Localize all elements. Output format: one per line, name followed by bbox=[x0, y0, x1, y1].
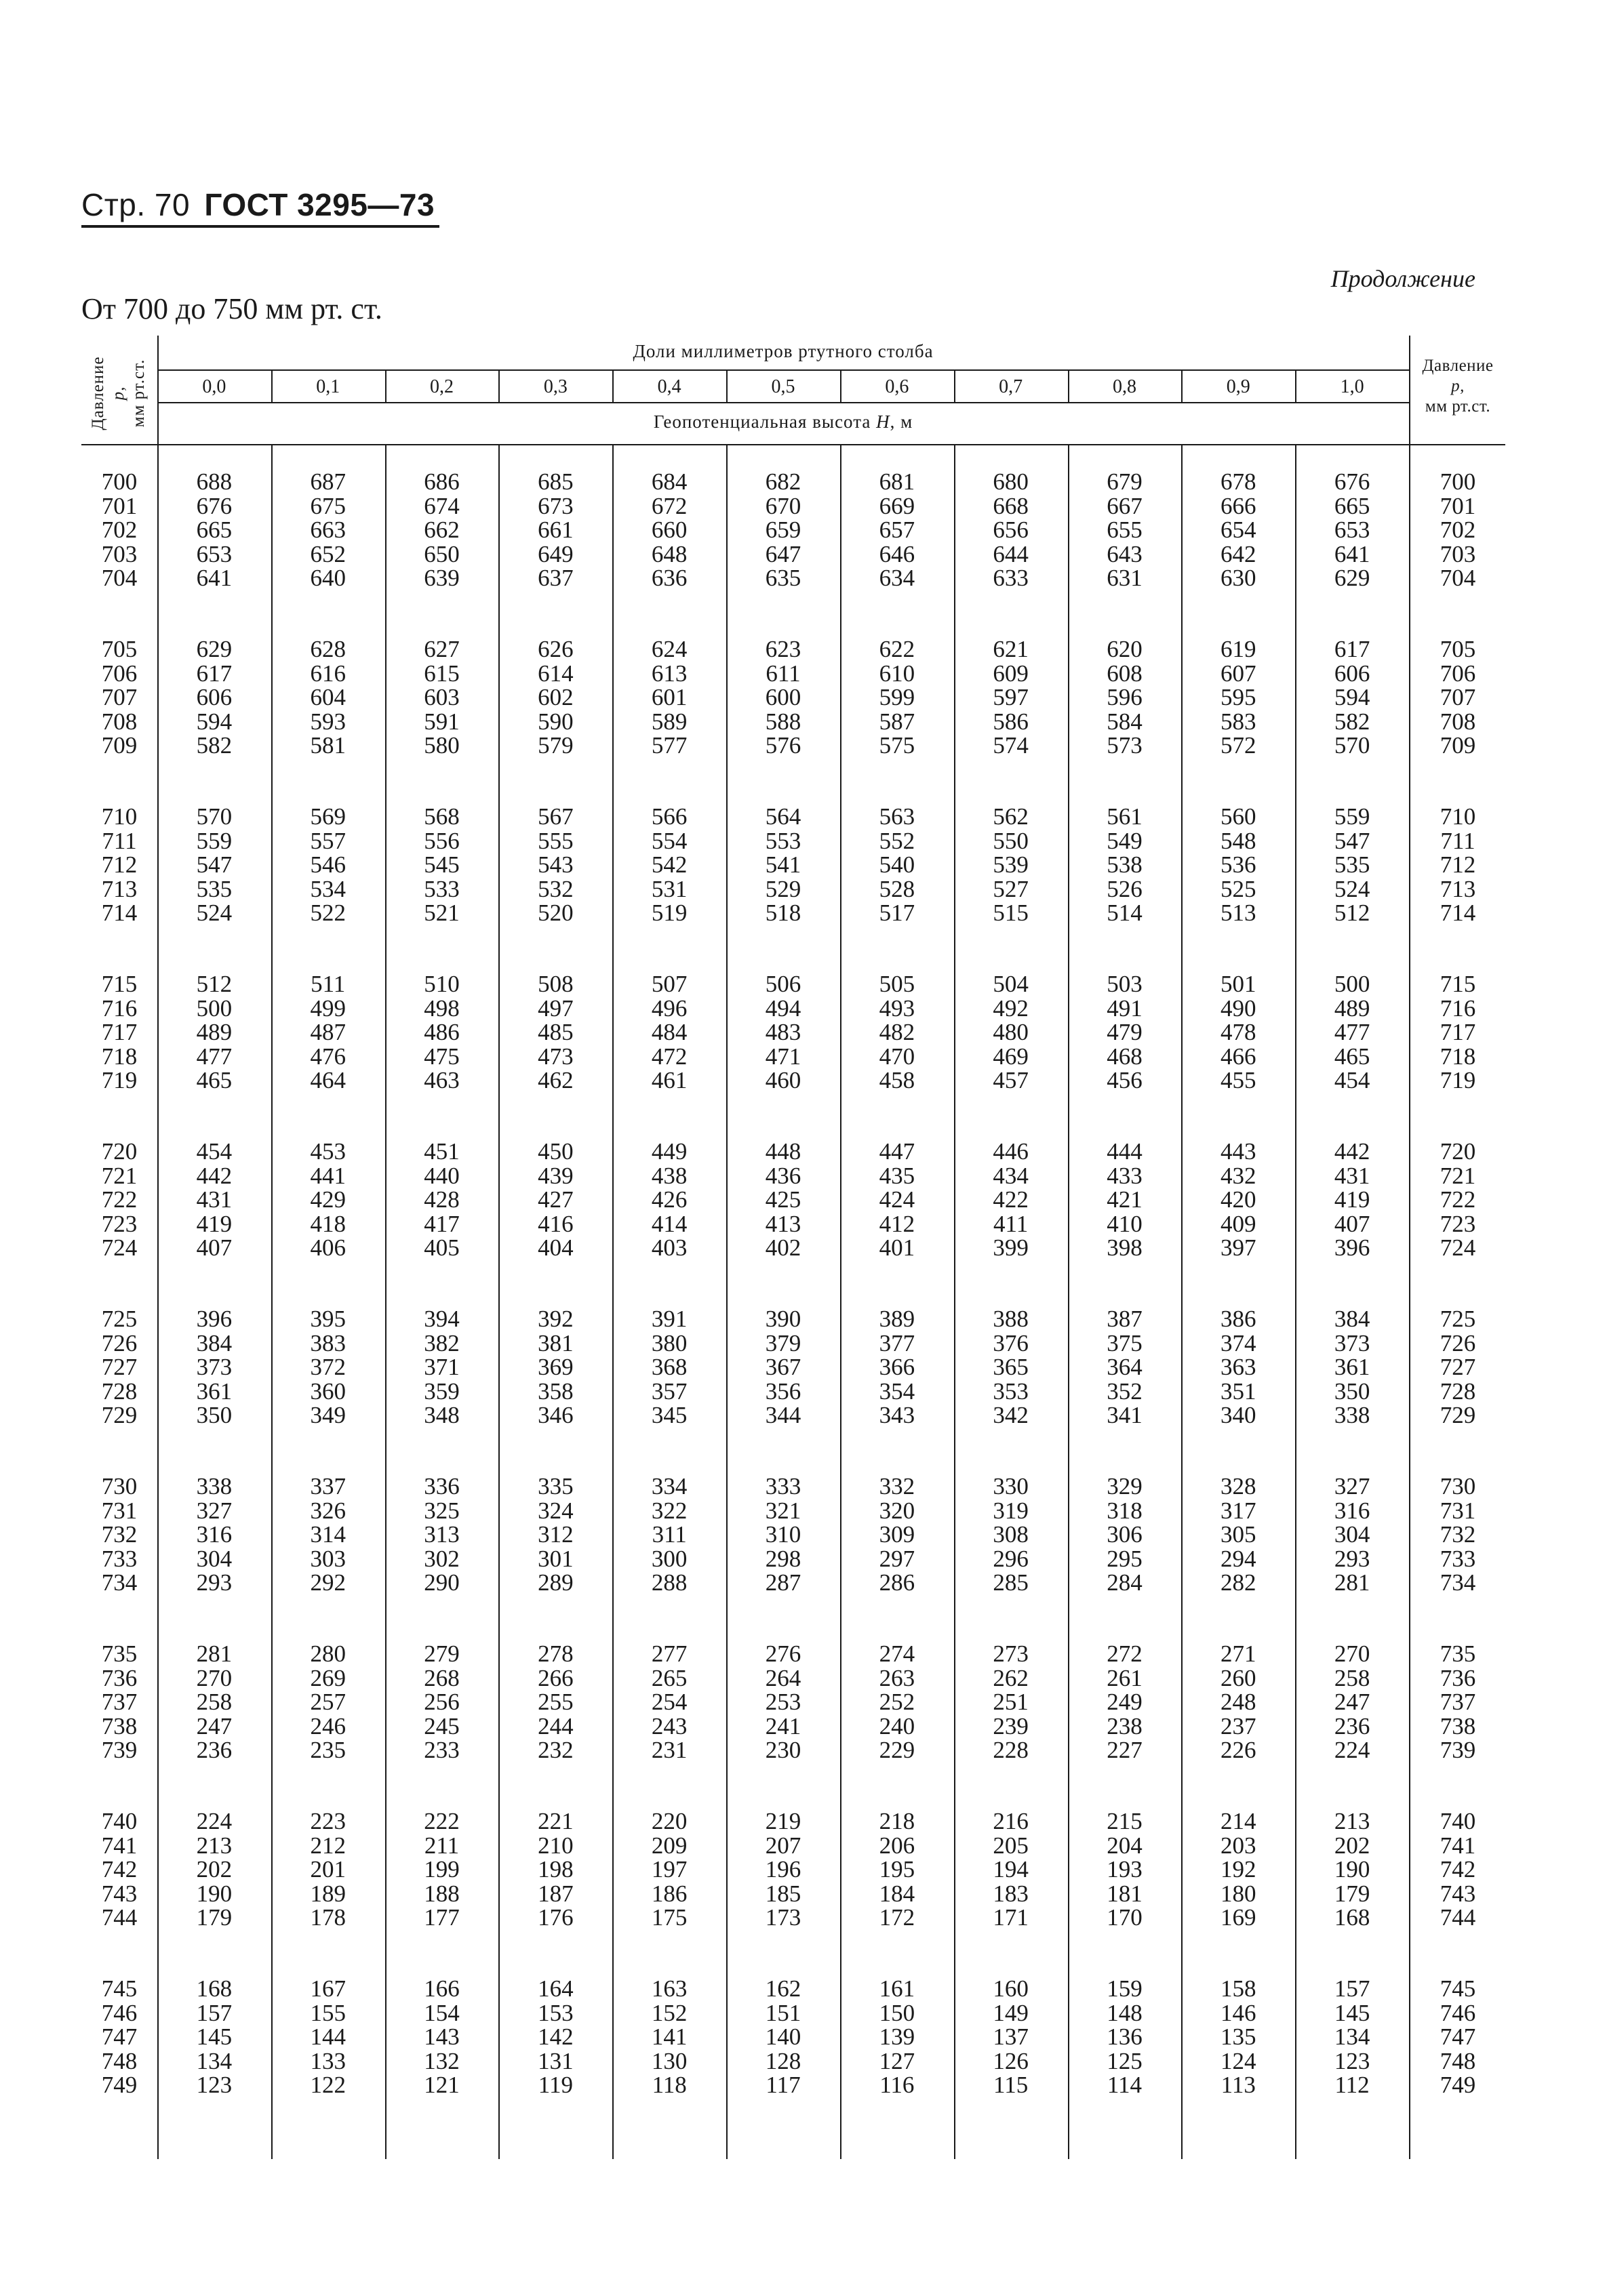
height-value-column: 223 212 201 189 178 bbox=[310, 1808, 346, 1931]
row-group bbox=[81, 470, 1505, 592]
height-value-column: 500 489 477 465 454 bbox=[1334, 971, 1370, 1093]
height-value-column: 506 494 483 471 460 bbox=[765, 971, 801, 1093]
right-header-line-1: Давление bbox=[1422, 357, 1494, 375]
pressure-column-right: 710 711 712 713 714 bbox=[1440, 803, 1476, 926]
height-value-column: 161 150 139 127 116 bbox=[879, 1975, 915, 2098]
pressure-height-table bbox=[81, 336, 1505, 2159]
height-value-column: 392 381 369 358 346 bbox=[538, 1306, 574, 1428]
height-value-column: 621 609 597 586 574 bbox=[993, 636, 1029, 759]
column-header: 0,2 bbox=[430, 376, 454, 397]
height-value-column: 166 154 143 132 121 bbox=[424, 1975, 460, 2098]
row-group bbox=[81, 972, 1505, 1094]
height-value-column: 391 380 368 357 345 bbox=[651, 1306, 688, 1428]
height-value-column: 681 669 657 646 634 bbox=[879, 468, 915, 591]
height-value-column: 442 431 419 407 396 bbox=[1334, 1138, 1370, 1261]
row-group bbox=[81, 1642, 1505, 1764]
height-value-column: 624 613 601 589 577 bbox=[651, 636, 688, 759]
height-value-column: 570 559 547 535 524 bbox=[196, 803, 233, 926]
height-value-column: 563 552 540 528 517 bbox=[879, 803, 915, 926]
height-value-column: 332 320 309 297 286 bbox=[879, 1473, 915, 1596]
height-value-column: 328 317 305 294 282 bbox=[1221, 1473, 1256, 1596]
height-value-column: 335 324 312 301 289 bbox=[538, 1473, 574, 1596]
height-value-column: 629 617 606 594 582 bbox=[196, 636, 233, 759]
height-value-column: 501 490 478 466 455 bbox=[1221, 971, 1256, 1093]
bottom-caption: Геопотенциальная высота H, м bbox=[653, 411, 913, 432]
pressure-column-right: 740 741 742 743 744 bbox=[1440, 1808, 1476, 1931]
height-value-column: 454 442 431 419 407 bbox=[196, 1138, 233, 1261]
height-value-column: 503 491 479 468 456 bbox=[1107, 971, 1143, 1093]
top-caption: Доли миллиметров ртутного столба bbox=[633, 341, 934, 361]
column-header: 0,8 bbox=[1112, 376, 1136, 397]
height-value-column: 507 496 484 472 461 bbox=[651, 971, 688, 1093]
height-value-column: 676 665 653 641 629 bbox=[1334, 468, 1370, 591]
height-value-column: 504 492 480 469 457 bbox=[993, 971, 1029, 1093]
height-value-column: 386 374 363 351 340 bbox=[1221, 1306, 1256, 1428]
pressure-column-left: 725 726 727 728 729 bbox=[101, 1306, 138, 1428]
pressure-column-left: 700 701 702 703 704 bbox=[101, 468, 138, 591]
height-value-column: 448 436 425 413 402 bbox=[765, 1138, 801, 1261]
height-value-column: 559 547 535 524 512 bbox=[1334, 803, 1370, 926]
header-column-divider bbox=[840, 371, 841, 402]
height-value-column: 213 202 190 179 168 bbox=[1334, 1808, 1370, 1931]
height-value-column: 222 211 199 188 177 bbox=[424, 1808, 460, 1931]
height-value-column: 617 606 594 582 570 bbox=[1334, 636, 1370, 759]
column-header: 0,4 bbox=[657, 376, 681, 397]
height-value-column: 685 673 661 649 637 bbox=[538, 468, 574, 591]
pressure-column-left: 720 721 722 723 724 bbox=[101, 1138, 138, 1261]
height-value-column: 327 316 304 293 281 bbox=[1334, 1473, 1370, 1596]
height-value-column: 623 611 600 588 576 bbox=[765, 636, 801, 759]
height-value-column: 564 553 541 529 518 bbox=[765, 803, 801, 926]
row-group bbox=[81, 1140, 1505, 1262]
right-column-header bbox=[1410, 356, 1505, 417]
height-value-column: 272 261 249 238 227 bbox=[1107, 1640, 1143, 1763]
left-header-line-2: p, bbox=[109, 386, 127, 401]
row-group bbox=[81, 1474, 1505, 1596]
height-value-column: 562 550 539 527 515 bbox=[993, 803, 1029, 926]
height-value-column: 384 373 361 350 338 bbox=[1334, 1306, 1370, 1428]
header-rule bbox=[81, 225, 439, 228]
header-column-divider bbox=[1295, 371, 1296, 402]
height-value-column: 330 319 308 296 285 bbox=[993, 1473, 1029, 1596]
pressure-column-left: 730 731 732 733 734 bbox=[101, 1473, 138, 1596]
height-value-column: 450 439 427 416 404 bbox=[538, 1138, 574, 1261]
height-value-column: 157 145 134 123 112 bbox=[1334, 1975, 1370, 2098]
height-value-column: 511 499 487 476 464 bbox=[310, 971, 346, 1093]
column-header: 0,0 bbox=[202, 376, 226, 397]
height-value-column: 512 500 489 477 465 bbox=[196, 971, 233, 1093]
height-value-column: 390 379 367 356 344 bbox=[765, 1306, 801, 1428]
pressure-column-right: 730 731 732 733 734 bbox=[1440, 1473, 1476, 1596]
pressure-column-left: 735 736 737 738 739 bbox=[101, 1640, 138, 1763]
height-value-column: 276 264 253 241 230 bbox=[765, 1640, 801, 1763]
height-value-column: 221 210 198 187 176 bbox=[538, 1808, 574, 1931]
left-column-header bbox=[81, 339, 156, 447]
header-column-divider bbox=[1068, 371, 1069, 402]
height-value-column: 387 375 364 352 341 bbox=[1107, 1306, 1143, 1428]
height-value-column: 622 610 599 587 575 bbox=[879, 636, 915, 759]
height-value-column: 626 614 602 590 579 bbox=[538, 636, 574, 759]
height-value-column: 220 209 197 186 175 bbox=[651, 1808, 688, 1931]
column-header: 0,3 bbox=[543, 376, 568, 397]
height-value-column: 443 432 420 409 397 bbox=[1221, 1138, 1256, 1261]
column-header: 0,6 bbox=[885, 376, 909, 397]
height-value-column: 510 498 486 475 463 bbox=[424, 971, 460, 1093]
pressure-column-right: 715 716 717 718 719 bbox=[1440, 971, 1476, 1093]
height-value-column: 278 266 255 244 232 bbox=[538, 1640, 574, 1763]
height-value-column: 338 327 316 304 293 bbox=[196, 1473, 233, 1596]
header-column-divider bbox=[1181, 371, 1183, 402]
column-header: 0,7 bbox=[999, 376, 1023, 397]
right-header-line-3: мм рт.ст. bbox=[1425, 397, 1491, 416]
height-value-column: 279 268 256 245 233 bbox=[424, 1640, 460, 1763]
height-value-column: 216 205 194 183 171 bbox=[993, 1808, 1029, 1931]
height-value-column: 168 157 145 134 123 bbox=[196, 1975, 233, 2098]
height-value-column: 566 554 542 531 519 bbox=[651, 803, 688, 926]
height-value-column: 159 148 136 125 114 bbox=[1107, 1975, 1143, 2098]
column-header: 0,9 bbox=[1226, 376, 1250, 397]
height-value-column: 388 376 365 353 342 bbox=[993, 1306, 1029, 1428]
pressure-column-right: 700 701 702 703 704 bbox=[1440, 468, 1476, 591]
header-rule-top bbox=[157, 369, 1409, 371]
height-value-column: 560 548 536 525 513 bbox=[1221, 803, 1256, 926]
height-value-column: 679 667 655 643 631 bbox=[1107, 468, 1143, 591]
height-value-column: 160 149 137 126 115 bbox=[993, 1975, 1029, 2098]
height-value-column: 446 434 422 411 399 bbox=[993, 1138, 1029, 1261]
height-value-column: 567 555 543 532 520 bbox=[538, 803, 574, 926]
pressure-column-left: 710 711 712 713 714 bbox=[101, 803, 138, 926]
row-group bbox=[81, 1307, 1505, 1429]
height-value-column: 561 549 538 526 514 bbox=[1107, 803, 1143, 926]
height-value-column: 163 152 141 130 118 bbox=[651, 1975, 688, 2098]
height-value-column: 162 151 140 128 117 bbox=[765, 1975, 801, 2098]
height-value-column: 627 615 603 591 580 bbox=[424, 636, 460, 759]
column-header: 1,0 bbox=[1340, 376, 1364, 397]
height-value-column: 389 377 366 354 343 bbox=[879, 1306, 915, 1428]
row-group bbox=[81, 1809, 1505, 1931]
height-value-column: 280 269 257 246 235 bbox=[310, 1640, 346, 1763]
right-header-line-2: p, bbox=[1451, 377, 1465, 395]
height-value-column: 568 556 545 533 521 bbox=[424, 803, 460, 926]
height-value-column: 167 155 144 133 122 bbox=[310, 1975, 346, 2098]
height-value-column: 680 668 656 644 633 bbox=[993, 468, 1029, 591]
header-rule-middle bbox=[157, 402, 1409, 403]
pressure-column-right: 735 736 737 738 739 bbox=[1440, 1640, 1476, 1763]
height-value-column: 396 384 373 361 350 bbox=[196, 1306, 233, 1428]
header-column-divider bbox=[612, 371, 614, 402]
header-column-divider bbox=[271, 371, 273, 402]
height-value-column: 273 262 251 239 228 bbox=[993, 1640, 1029, 1763]
height-value-column: 333 321 310 298 287 bbox=[765, 1473, 801, 1596]
range-title: От 700 до 750 мм рт. ст. bbox=[81, 292, 382, 325]
continuation-label: Продолжение bbox=[1330, 265, 1475, 292]
header-column-divider bbox=[498, 371, 500, 402]
height-value-column: 329 318 306 295 284 bbox=[1107, 1473, 1143, 1596]
height-value-column: 678 666 654 642 630 bbox=[1221, 468, 1256, 591]
height-value-column: 628 616 604 593 581 bbox=[310, 636, 346, 759]
height-value-column: 686 674 662 650 639 bbox=[424, 468, 460, 591]
height-value-column: 444 433 421 410 398 bbox=[1107, 1138, 1143, 1261]
height-value-column: 219 207 196 185 173 bbox=[765, 1808, 801, 1931]
height-value-column: 447 435 424 412 401 bbox=[879, 1138, 915, 1261]
header-column-divider bbox=[954, 371, 955, 402]
height-value-column: 164 153 142 131 119 bbox=[538, 1975, 574, 2098]
height-value-column: 274 263 252 240 229 bbox=[879, 1640, 915, 1763]
height-value-column: 218 206 195 184 172 bbox=[879, 1808, 915, 1931]
page-number: Стр. 70 bbox=[81, 187, 191, 222]
height-value-column: 684 672 660 648 636 bbox=[651, 468, 688, 591]
height-value-column: 505 493 482 470 458 bbox=[879, 971, 915, 1093]
row-group bbox=[81, 805, 1505, 927]
running-header bbox=[81, 186, 435, 223]
height-value-column: 395 383 372 360 349 bbox=[310, 1306, 346, 1428]
height-value-column: 453 441 429 418 406 bbox=[310, 1138, 346, 1261]
left-header-line-3: мм рт.ст. bbox=[130, 359, 148, 428]
pressure-column-right: 725 726 727 728 729 bbox=[1440, 1306, 1476, 1428]
column-header: 0,1 bbox=[316, 376, 340, 397]
pressure-column-left: 745 746 747 748 749 bbox=[101, 1975, 138, 2098]
header-column-divider bbox=[726, 371, 728, 402]
height-value-column: 224 213 202 190 179 bbox=[196, 1808, 233, 1931]
row-group bbox=[81, 637, 1505, 759]
header-column-divider bbox=[385, 371, 386, 402]
height-value-column: 158 146 135 124 113 bbox=[1221, 1975, 1256, 2098]
left-header-line-1: Давление bbox=[89, 356, 107, 430]
pressure-column-right: 705 706 707 708 709 bbox=[1440, 636, 1476, 759]
height-value-column: 508 497 485 473 462 bbox=[538, 971, 574, 1093]
height-value-column: 277 265 254 243 231 bbox=[651, 1640, 688, 1763]
height-value-column: 687 675 663 652 640 bbox=[310, 468, 346, 591]
height-value-column: 215 204 193 181 170 bbox=[1107, 1808, 1143, 1931]
height-value-column: 337 326 314 303 292 bbox=[310, 1473, 346, 1596]
height-value-column: 336 325 313 302 290 bbox=[424, 1473, 460, 1596]
height-value-column: 281 270 258 247 236 bbox=[196, 1640, 233, 1763]
height-value-column: 451 440 428 417 405 bbox=[424, 1138, 460, 1261]
height-value-column: 334 322 311 300 288 bbox=[651, 1473, 688, 1596]
pressure-column-right: 720 721 722 723 724 bbox=[1440, 1138, 1476, 1261]
height-value-column: 394 382 371 359 348 bbox=[424, 1306, 460, 1428]
height-value-column: 688 676 665 653 641 bbox=[196, 468, 233, 591]
pressure-column-right: 745 746 747 748 749 bbox=[1440, 1975, 1476, 2098]
height-value-column: 619 607 595 583 572 bbox=[1221, 636, 1256, 759]
height-value-column: 569 557 546 534 522 bbox=[310, 803, 346, 926]
height-value-column: 214 203 192 180 169 bbox=[1221, 1808, 1256, 1931]
row-group bbox=[81, 1977, 1505, 2099]
height-value-column: 449 438 426 414 403 bbox=[651, 1138, 688, 1261]
pressure-column-left: 740 741 742 743 744 bbox=[101, 1808, 138, 1931]
header-rule-bottom bbox=[81, 444, 1505, 445]
pressure-column-left: 705 706 707 708 709 bbox=[101, 636, 138, 759]
height-value-column: 682 670 659 647 635 bbox=[765, 468, 801, 591]
height-value-column: 271 260 248 237 226 bbox=[1221, 1640, 1256, 1763]
pressure-column-left: 715 716 717 718 719 bbox=[101, 971, 138, 1093]
height-value-column: 620 608 596 584 573 bbox=[1107, 636, 1143, 759]
height-value-column: 270 258 247 236 224 bbox=[1334, 1640, 1370, 1763]
standard-number: ГОСТ 3295—73 bbox=[204, 187, 435, 222]
column-header: 0,5 bbox=[771, 376, 795, 397]
